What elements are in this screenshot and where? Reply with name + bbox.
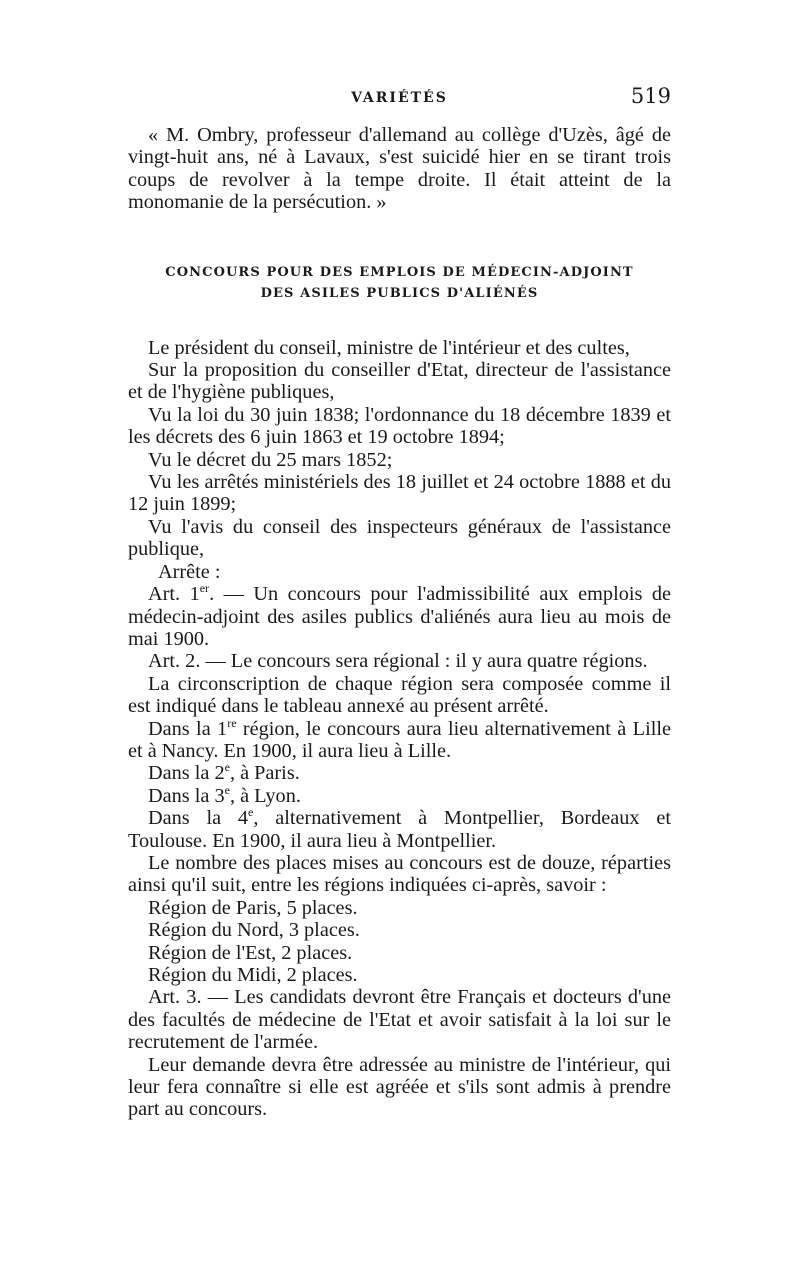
article-1-label: Art. 1 [148,583,200,606]
region-1-text-a: Dans la 1 [148,717,228,740]
region-3-text-b: , à Lyon. [229,784,301,807]
decree-arrete: Arrête : [158,560,221,583]
page-body [128,124,671,1121]
decree-paragraph: Vu l'avis du conseil des inspecteurs généraux de l'assistance publique, [128,515,671,561]
section-heading-line-2: DES ASILES PUBLICS D'ALIÉNÉS [260,285,539,301]
region-places-item: Région de Paris, 5 places. [148,896,358,919]
running-header [128,84,671,124]
decree-paragraph: Vu le décret du 25 mars 1852; [148,448,393,471]
region-2-superscript: e [224,760,230,775]
decree-paragraph: Leur demande devra être adressée au ministre de l'intérieur, qui leur fera connaître si elle est agréée et s'ils sont admis à prendre part au concours. [128,1053,671,1121]
article-2-paragraph: Art. 2. — Le concours sera régional : il y aura quatre régions. [148,650,648,673]
region-2-paragraph [128,762,671,784]
page-number: 519 [630,84,671,108]
document-page [128,84,671,1121]
region-3-superscript: e [224,782,230,797]
region-places-item: Région de l'Est, 2 places. [148,941,353,964]
decree-paragraph: Vu les arrêtés ministériels des 18 juillet et 24 octobre 1888 et du 12 juin 1899; [128,471,671,516]
region-3-text-a: Dans la 3 [148,784,225,807]
region-places-item: Région du Midi, 2 places. [148,964,358,986]
region-2-text-b: , à Paris. [229,762,300,785]
news-quote-paragraph: « M. Ombry, professeur d'allemand au collège d'Uzès, âgé de vingt-huit ans, né à Lavaux, s'est suicidé hier en se tirant trois coups de revolver à la tempe droite. Il était atteint de la monomanie de la persécution. » [128,124,671,214]
article-1-text: . — Un concours pour l'admissibilité aux emplois de médecin-adjoint des asiles publics d'aliénés aura lieu au mois de mai 1900. [128,583,671,650]
running-title: VARIÉTÉS [351,90,448,106]
region-places-item: Région du Nord, 3 places. [148,919,360,942]
section-heading [128,262,671,304]
region-2-text-a: Dans la 2 [148,762,225,785]
region-4-superscript: e [248,805,254,820]
region-1-text-b: région, le concours aura lieu alternativement à Lille et à Nancy. En 1900, il aura lieu à Lille. [128,717,671,762]
region-1-paragraph [128,715,671,763]
region-1-superscript: re [227,715,237,730]
article-3-paragraph: Art. 3. — Les candidats devront être Français et docteurs d'une des facultés de médecine de l'Etat et avoir satisfait à la loi sur le recrutement de l'armée. [128,986,671,1054]
region-4-text-b: , alternativement à Montpellier, Bordeaux et Toulouse. En 1900, il aura lieu à Montpellier. [128,807,671,852]
region-3-paragraph [128,782,671,807]
section-heading-line-1: CONCOURS POUR DES EMPLOIS DE MÉDECIN-ADJOINT [165,264,634,280]
region-4-paragraph [128,807,671,852]
article-1-superscript: er [199,581,210,596]
decree-paragraph: Vu la loi du 30 juin 1838; l'ordonnance du 18 décembre 1839 et les décrets des 6 juin 1863 et 19 octobre 1894; [128,403,671,449]
article-1-paragraph [128,583,671,650]
region-4-text-a: Dans la 4 [148,807,249,830]
decree-paragraph: Sur la proposition du conseiller d'Etat, directeur de l'assistance et de l'hygiène publiques, [128,359,671,404]
decree-paragraph: La circonscription de chaque région sera composée comme il est indiqué dans le tableau annexé au présent arrêté. [128,672,671,718]
decree-paragraph: Le président du conseil, ministre de l'intérieur et des cultes, [148,336,630,359]
places-paragraph: Le nombre des places mises au concours est de douze, réparties ainsi qu'il suit, entre les régions indiquées ci-après, savoir : [128,851,671,897]
